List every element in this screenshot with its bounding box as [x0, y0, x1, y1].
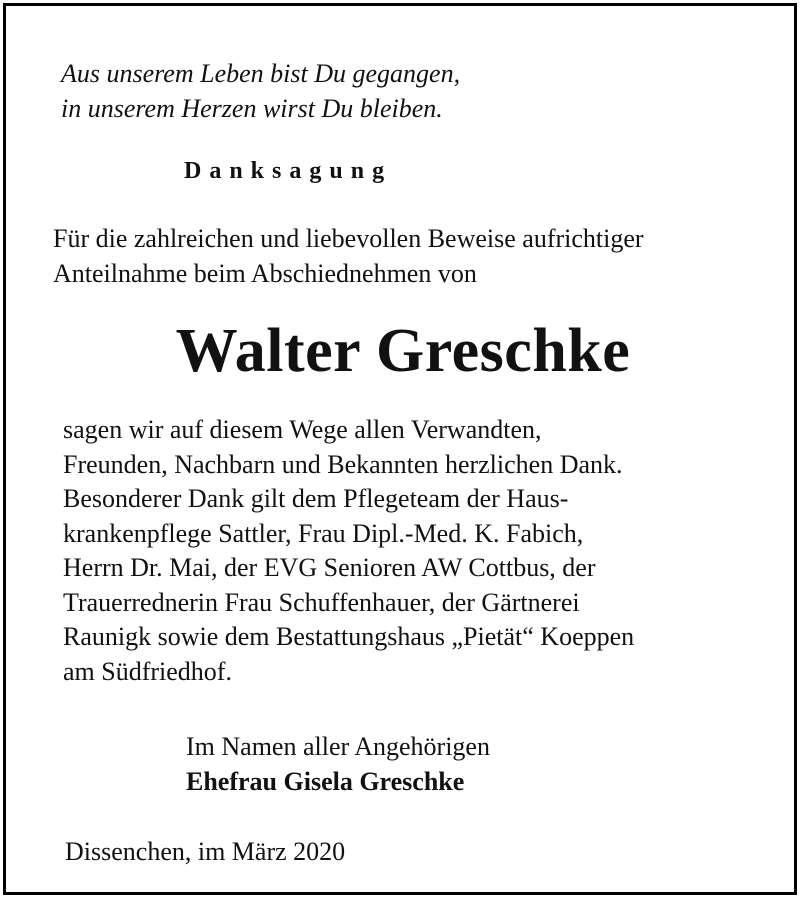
- body-line: Trauerrednerin Frau Schuffenhauer, der Gärtnerei: [63, 587, 580, 617]
- body-line: Freunden, Nachbarn und Bekannten herzlichen Dank.: [63, 449, 623, 479]
- body-line: Raunigk sowie dem Bestattungshaus „Pietät“ Koeppen: [63, 622, 635, 651]
- body-line: krankenpflege Sattler, Frau Dipl.-Med. K. Fabich,: [63, 518, 584, 548]
- body-line: sagen wir auf diesem Wege allen Verwandten,: [63, 415, 542, 444]
- body-line: Besonderer Dank gilt dem Pflegeteam der Haus-: [63, 484, 569, 513]
- body-line: Herrn Dr. Mai, der EVG Senioren AW Cottbus, der: [63, 553, 596, 582]
- obituary-frame: [3, 3, 797, 895]
- motto: [61, 56, 460, 126]
- motto-line: Aus unserem Leben bist Du gegangen,: [61, 59, 461, 88]
- body-line: am Südfriedhof.: [63, 656, 232, 686]
- deceased-name: Walter Greschke: [175, 317, 631, 385]
- body-text: [63, 413, 634, 689]
- motto-line: in unserem Herzen wirst Du bleiben.: [61, 94, 443, 123]
- place-date: Dissenchen, im März 2020: [65, 837, 346, 866]
- signature-line: Im Namen aller Angehörigen: [186, 732, 490, 761]
- intro-line: Anteilnahme beim Abschiednehmen von: [53, 259, 477, 288]
- signer-name: Ehefrau Gisela Greschke: [186, 767, 465, 796]
- heading: Danksagung: [184, 158, 393, 184]
- signature-block: [186, 729, 490, 799]
- intro-text: [53, 221, 644, 291]
- intro-line: Für die zahlreichen und liebevollen Beweise aufrichtiger: [53, 224, 644, 253]
